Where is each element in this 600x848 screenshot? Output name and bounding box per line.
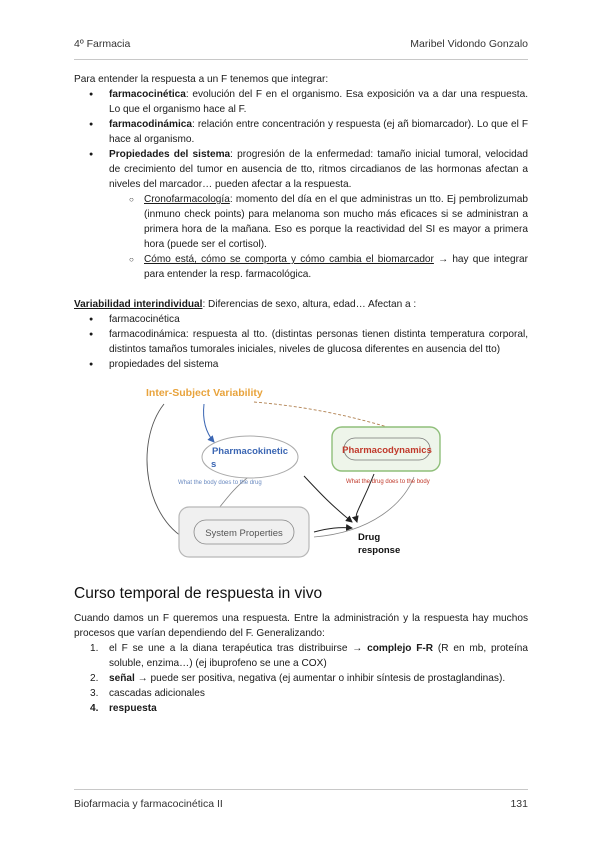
intro-text: Para entender la respuesta a un F tenemos que integrar: <box>74 74 329 85</box>
system-label: System Properties <box>205 528 283 539</box>
term: Cómo está, cómo se comporta y cómo cambia el biomarcador <box>144 254 434 265</box>
pd-label: Pharmacodynamics <box>342 445 432 456</box>
components-list <box>74 87 528 282</box>
step-number: 1. <box>90 643 99 654</box>
list-item: ● farmacodinámica: respuesta al tto. (distintas personas tienen distinta temperatura corporal, distintos tamaños tumorales iniciales, niveles de glucosa diferentes en ausencia del tto) <box>74 327 528 357</box>
section-title: Curso temporal de respuesta in vivo <box>74 585 323 602</box>
variability-list <box>74 312 528 372</box>
pd-caption: What the drug does to the body <box>346 479 430 485</box>
list-item <box>74 641 528 671</box>
footer-course: Biofarmacia y farmacocinética II <box>74 798 223 810</box>
drug-response-label-1: Drug <box>358 532 381 543</box>
step-text: → puede ser positiva, negativa (ej aumentar o inhibir síntesis de prostaglandinas). <box>134 673 506 684</box>
sub-item <box>109 192 528 252</box>
item-text: : Diferencias de sexo, altura, edad… Afectan a : <box>202 299 417 310</box>
item-text: → hay que integrar para entender la resp. farmacológica. <box>144 254 528 280</box>
term: Variabilidad interindividual <box>74 299 203 310</box>
variability-text <box>74 297 528 312</box>
item-text: : relación entre concentración y respuesta (ej añ biomarcador). Lo que el F hace al organismo. <box>109 119 528 145</box>
sub-item <box>109 252 528 282</box>
pk-label: Pharmacokinetic <box>211 446 289 457</box>
list-item <box>74 87 528 117</box>
footer-rule <box>74 789 528 790</box>
steps-list <box>74 641 528 716</box>
item-text: : evolución del F en el organismo. Esa exposición va a dar una respuesta. Lo que el organismo hace al F. <box>109 89 528 115</box>
list-item <box>74 671 528 686</box>
step-text: cascadas adicionales <box>109 688 205 699</box>
list-item <box>74 147 528 282</box>
pk-caption: What the body does to the drug <box>178 480 262 486</box>
step-bold: respuesta <box>109 703 157 714</box>
page-content <box>74 72 528 716</box>
step-number: 3. <box>90 688 99 699</box>
pk-label-wrap: s <box>211 459 217 470</box>
item-text: : momento del día en el que administras un tto. Ej pembrolizumab (inmuno check points) para melanoma son mucho más eficaces si se administran a primera hora de la mañana. Eso es porque la reactividad del SI es mayor a primera hora (puede ser el cortisol). <box>144 194 528 250</box>
pk-node <box>202 436 298 478</box>
item-text: : progresión de la enfermedad: tamaño inicial tumoral, velocidad de crecimiento del tumor en ausencia de tto, ritmos circadianos de las hormonas afectan a niveles del marcador… pueden afectar a la respuesta. <box>109 149 528 190</box>
term: farmacocinética <box>109 89 186 100</box>
list-item: ● propiedades del sistema <box>74 357 528 372</box>
list-item: ● farmacocinética <box>74 312 528 327</box>
sub-list <box>109 192 528 282</box>
step-text: el F se une a la diana terapéutica tras distribuirse → <box>109 643 368 654</box>
step-bold: complejo F-R <box>367 643 434 654</box>
term: farmacodinámica <box>109 119 193 130</box>
drug-response-label-2: response <box>358 545 401 556</box>
arrow-pk-response <box>304 476 352 522</box>
header-author: Maribel Vidondo Gonzalo <box>410 38 528 50</box>
section-intro: Cuando damos un F queremos una respuesta. Entre la administración y la respuesta hay muchos procesos que varían dependiendo del F. Generalizando: <box>74 613 528 639</box>
header-rule <box>74 59 528 60</box>
link-system-pd <box>314 477 414 537</box>
list-item <box>74 701 528 716</box>
header-course: 4º Farmacia <box>74 38 131 50</box>
step-number: 4. <box>90 703 99 714</box>
term: Propiedades del sistema <box>109 149 231 160</box>
step-bold: señal <box>109 673 135 684</box>
variability-diagram <box>74 382 528 572</box>
list-item <box>74 117 528 147</box>
arrow-to-pk <box>204 404 214 442</box>
diagram-title: Inter-Subject Variability <box>146 387 263 399</box>
term: Cronofarmacología <box>144 194 230 205</box>
step-number: 2. <box>90 673 99 684</box>
list-item <box>74 686 528 701</box>
step-text: (R en mb, proteína soluble, enzima…) (ej ibuprofeno se une a COX) <box>109 643 529 669</box>
page-number: 131 <box>510 798 528 810</box>
